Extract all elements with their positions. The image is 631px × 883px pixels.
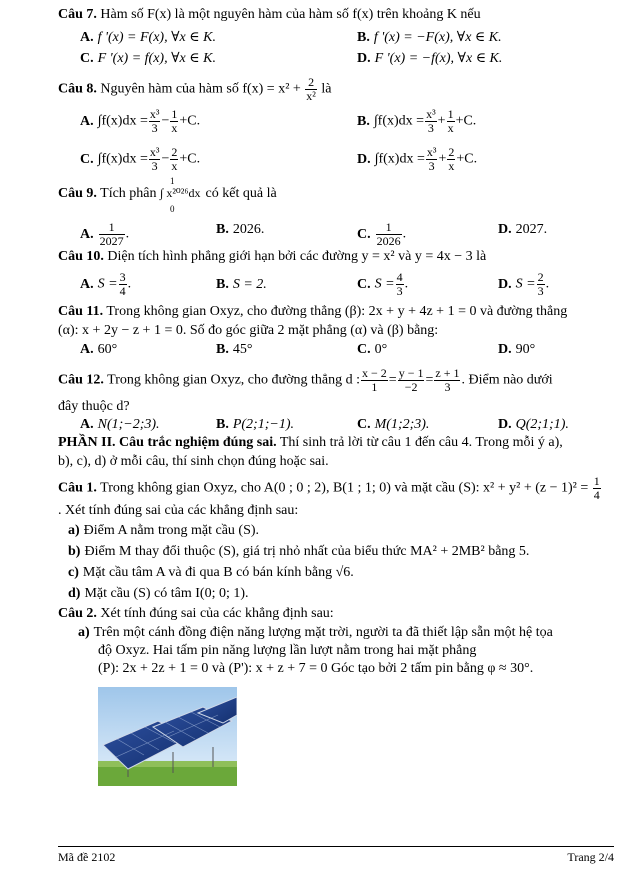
option-a: A. 60° [80, 342, 118, 357]
option-d: D. 90° [498, 342, 536, 357]
statement-d: d) Mặt cầu (S) có tâm I(0; 0; 1). [68, 586, 249, 601]
option-a: A. ∫f(x)dx = $\frac{\text{x³}}{3}$ − $\frac{1}{x}$ +C. [80, 107, 201, 135]
footer-divider [58, 846, 614, 847]
exam-code: Mã đề 2102 [58, 850, 116, 864]
part-2-heading: PHẦN II. Câu trắc nghiệm đúng sai. Thí sinh trả lời từ câu 1 đến câu 4. Trong mỗi ý a), [58, 435, 563, 450]
option-a: A. S = $\frac{3}{4}$ . [80, 270, 132, 298]
option-c: C. 0° [357, 342, 388, 357]
option-b: B. ∫f(x)dx = $\frac{\text{x³}}{3}$ + $\frac{1}{x}$ +C. [357, 107, 477, 135]
option-b: B. 45° [216, 342, 253, 357]
question-12-line-2: đây thuộc d? [58, 399, 130, 414]
statement-question-1-line-2: . Xét tính đúng sai của các khẳng định sau: [58, 503, 299, 518]
question-8: Câu 8. Nguyên hàm của hàm số f(x) = x² + $\frac{2}{\text{x²}}$ là [58, 75, 332, 103]
statement-a: a) Trên một cánh đồng điện năng lượng mặt trời, người ta đã thiết lập sẵn một hệ tọa [78, 625, 553, 640]
option-c: C. S = $\frac{4}{3}$ . [357, 270, 409, 298]
option-a: A. f '(x) = F(x), ∀x ∈ K. [80, 30, 216, 45]
solar-panel-photo [98, 687, 237, 786]
statement-c: c) Mặt cầu tâm A và đi qua B có bán kính bằng √6. [68, 565, 354, 580]
question-11: Câu 11. Trong không gian Oxyz, cho đường thẳng (β): 2x + y + 4z + 1 = 0 và đường thẳng [58, 304, 568, 319]
option-c: C. M(1;2;3). [357, 417, 430, 432]
question-12: Câu 12. Trong không gian Oxyz, cho đường thẳng d : $\frac{x - 2}{1}$ = $\frac{y - 1}{-2}$ = $\frac{z + 1}{3}$ . Điểm nào dưới [58, 366, 553, 394]
question-9: Câu 9. Tích phân 1 ∫ x²⁰²⁶dx 0 có kết quả là [58, 176, 277, 214]
option-d: D. Q(2;1;1). [498, 417, 569, 432]
solar-panel-image [98, 687, 237, 786]
statement-a: a) Điểm A nằm trong mặt cầu (S). [68, 523, 260, 538]
page-number: Trang 2/4 [567, 850, 614, 864]
option-d: D. F '(x) = −f(x), ∀x ∈ K. [357, 51, 503, 66]
question-7 [58, 6, 481, 24]
question-10: Câu 10. Diện tích hình phẳng giới hạn bởi các đường y = x² và y = 4x − 3 là [58, 249, 487, 264]
option-d: D. 2027. [498, 222, 548, 237]
statement-question-1: Câu 1. Trong không gian Oxyz, cho A(0 ; 0 ; 2), B(1 ; 1; 0) và mặt cầu (S): x² + y² + (z − 1)² = $\frac{1}{4}$ [58, 474, 600, 502]
option-b: B. f '(x) = −F(x), ∀x ∈ K. [357, 30, 502, 45]
option-a: A. N(1;−2;3). [80, 417, 160, 432]
question-text: Hàm số F(x) là một nguyên hàm của hàm số f(x) trên khoảng K nếu [100, 7, 481, 22]
option-b: B. 2026. [216, 222, 265, 237]
option-d: D. ∫f(x)dx = $\frac{\text{x³}}{3}$ + $\frac{2}{x}$ +C. [357, 145, 478, 173]
option-c: C. F '(x) = f(x), ∀x ∈ K. [80, 51, 216, 66]
statement-question-2: Câu 2. Xét tính đúng sai của các khẳng định sau: [58, 606, 334, 621]
option-b: B. S = 2. [216, 277, 267, 292]
statement-b: b) Điểm M thay đổi thuộc (S), giá trị nhỏ nhất của biểu thức MA² + 2MB² bằng 5. [68, 544, 530, 559]
option-a: A. $\frac{1}{2027}$ . [80, 220, 130, 248]
part-2-line-2: b), c), d) ở mỗi câu, thí sinh chọn đúng hoặc sai. [58, 454, 329, 469]
option-d: D. S = $\frac{2}{3}$ . [498, 270, 550, 298]
question-11-line-2: (α): x + 2y − z + 1 = 0. Số đo góc giữa 2 mặt phẳng (α) và (β) bằng: [58, 323, 439, 338]
option-c: C. $\frac{1}{2026}$ . [357, 220, 407, 248]
option-c: C. ∫f(x)dx = $\frac{\text{x³}}{3}$ − $\frac{2}{x}$ +C. [80, 145, 201, 173]
question-title: Câu 7. [58, 7, 97, 22]
option-b: B. P(2;1;−1). [216, 417, 294, 432]
statement-a-line-2: độ Oxyz. Hai tấm pin năng lượng lần lượt nằm trong hai mặt phẳng [98, 643, 477, 658]
statement-a-line-3: (P): 2x + 2z + 1 = 0 và (P'): x + z + 7 = 0 Góc tạo bởi 2 tấm pin bằng φ ≈ 30°. [98, 661, 534, 676]
